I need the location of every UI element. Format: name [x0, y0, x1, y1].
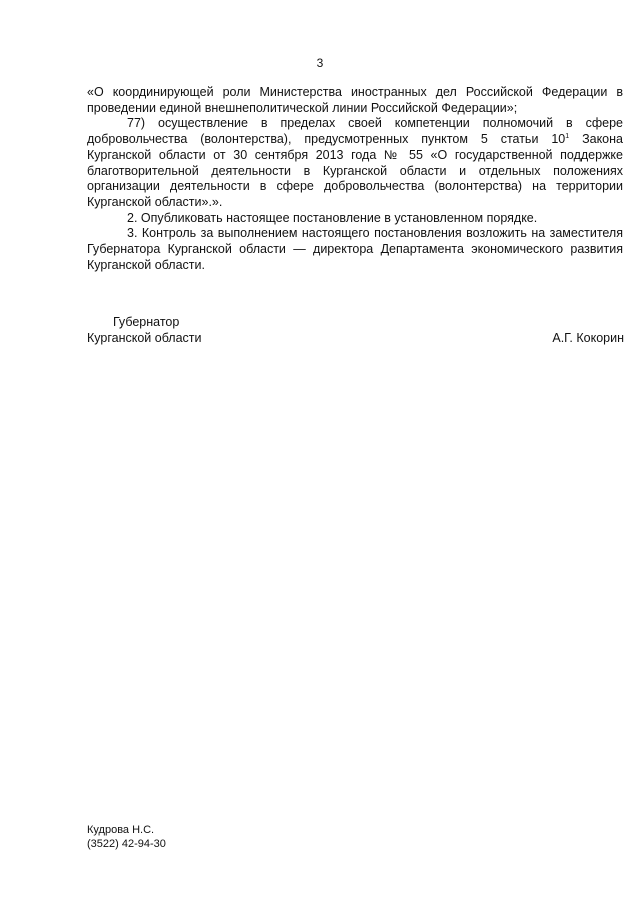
item-77-text: 77) осуществление в пределах своей компетенции полномочий в сфере добровольчества (волонтерства), предусмотренных пунктом 5 статьи 10	[87, 116, 623, 147]
paragraph-item-77	[87, 116, 623, 210]
article-superscript: 1	[565, 132, 570, 140]
page-number: 3	[316, 56, 324, 70]
executor-info	[87, 824, 166, 851]
paragraph-decree-reference: «О координирующей роли Министерства иностранных дел Российской Федерации в проведении единой внешнеполитической линии Российской Федерации»;	[87, 85, 623, 115]
document-body	[87, 85, 623, 273]
signer-title-line2: Курганской области	[87, 331, 202, 345]
paragraph-control: 3. Контроль за выполнением настоящего постановления возложить на заместителя Губернатора Курганской области — директора Департамента экономического развития Курганской области.	[87, 226, 623, 272]
signer-title-line1: Губернатор	[113, 315, 180, 329]
signer-title	[87, 314, 202, 346]
item-77-text-cont: Закона Курганской области от 30 сентября 2013 года № 55 «О государственной поддержке благотворительной деятельности в Курганской области и отдельных положениях организации деятельности в сфере добровольчества (волонтерства) на территории Курганской области».».	[87, 132, 623, 209]
paragraph-publish: 2. Опубликовать настоящее постановление в установленном порядке.	[127, 210, 538, 225]
signer-name: А.Г. Кокорин	[552, 331, 624, 345]
executor-name: Кудрова Н.С.	[87, 824, 155, 836]
executor-phone: (3522) 42-94-30	[87, 837, 166, 850]
